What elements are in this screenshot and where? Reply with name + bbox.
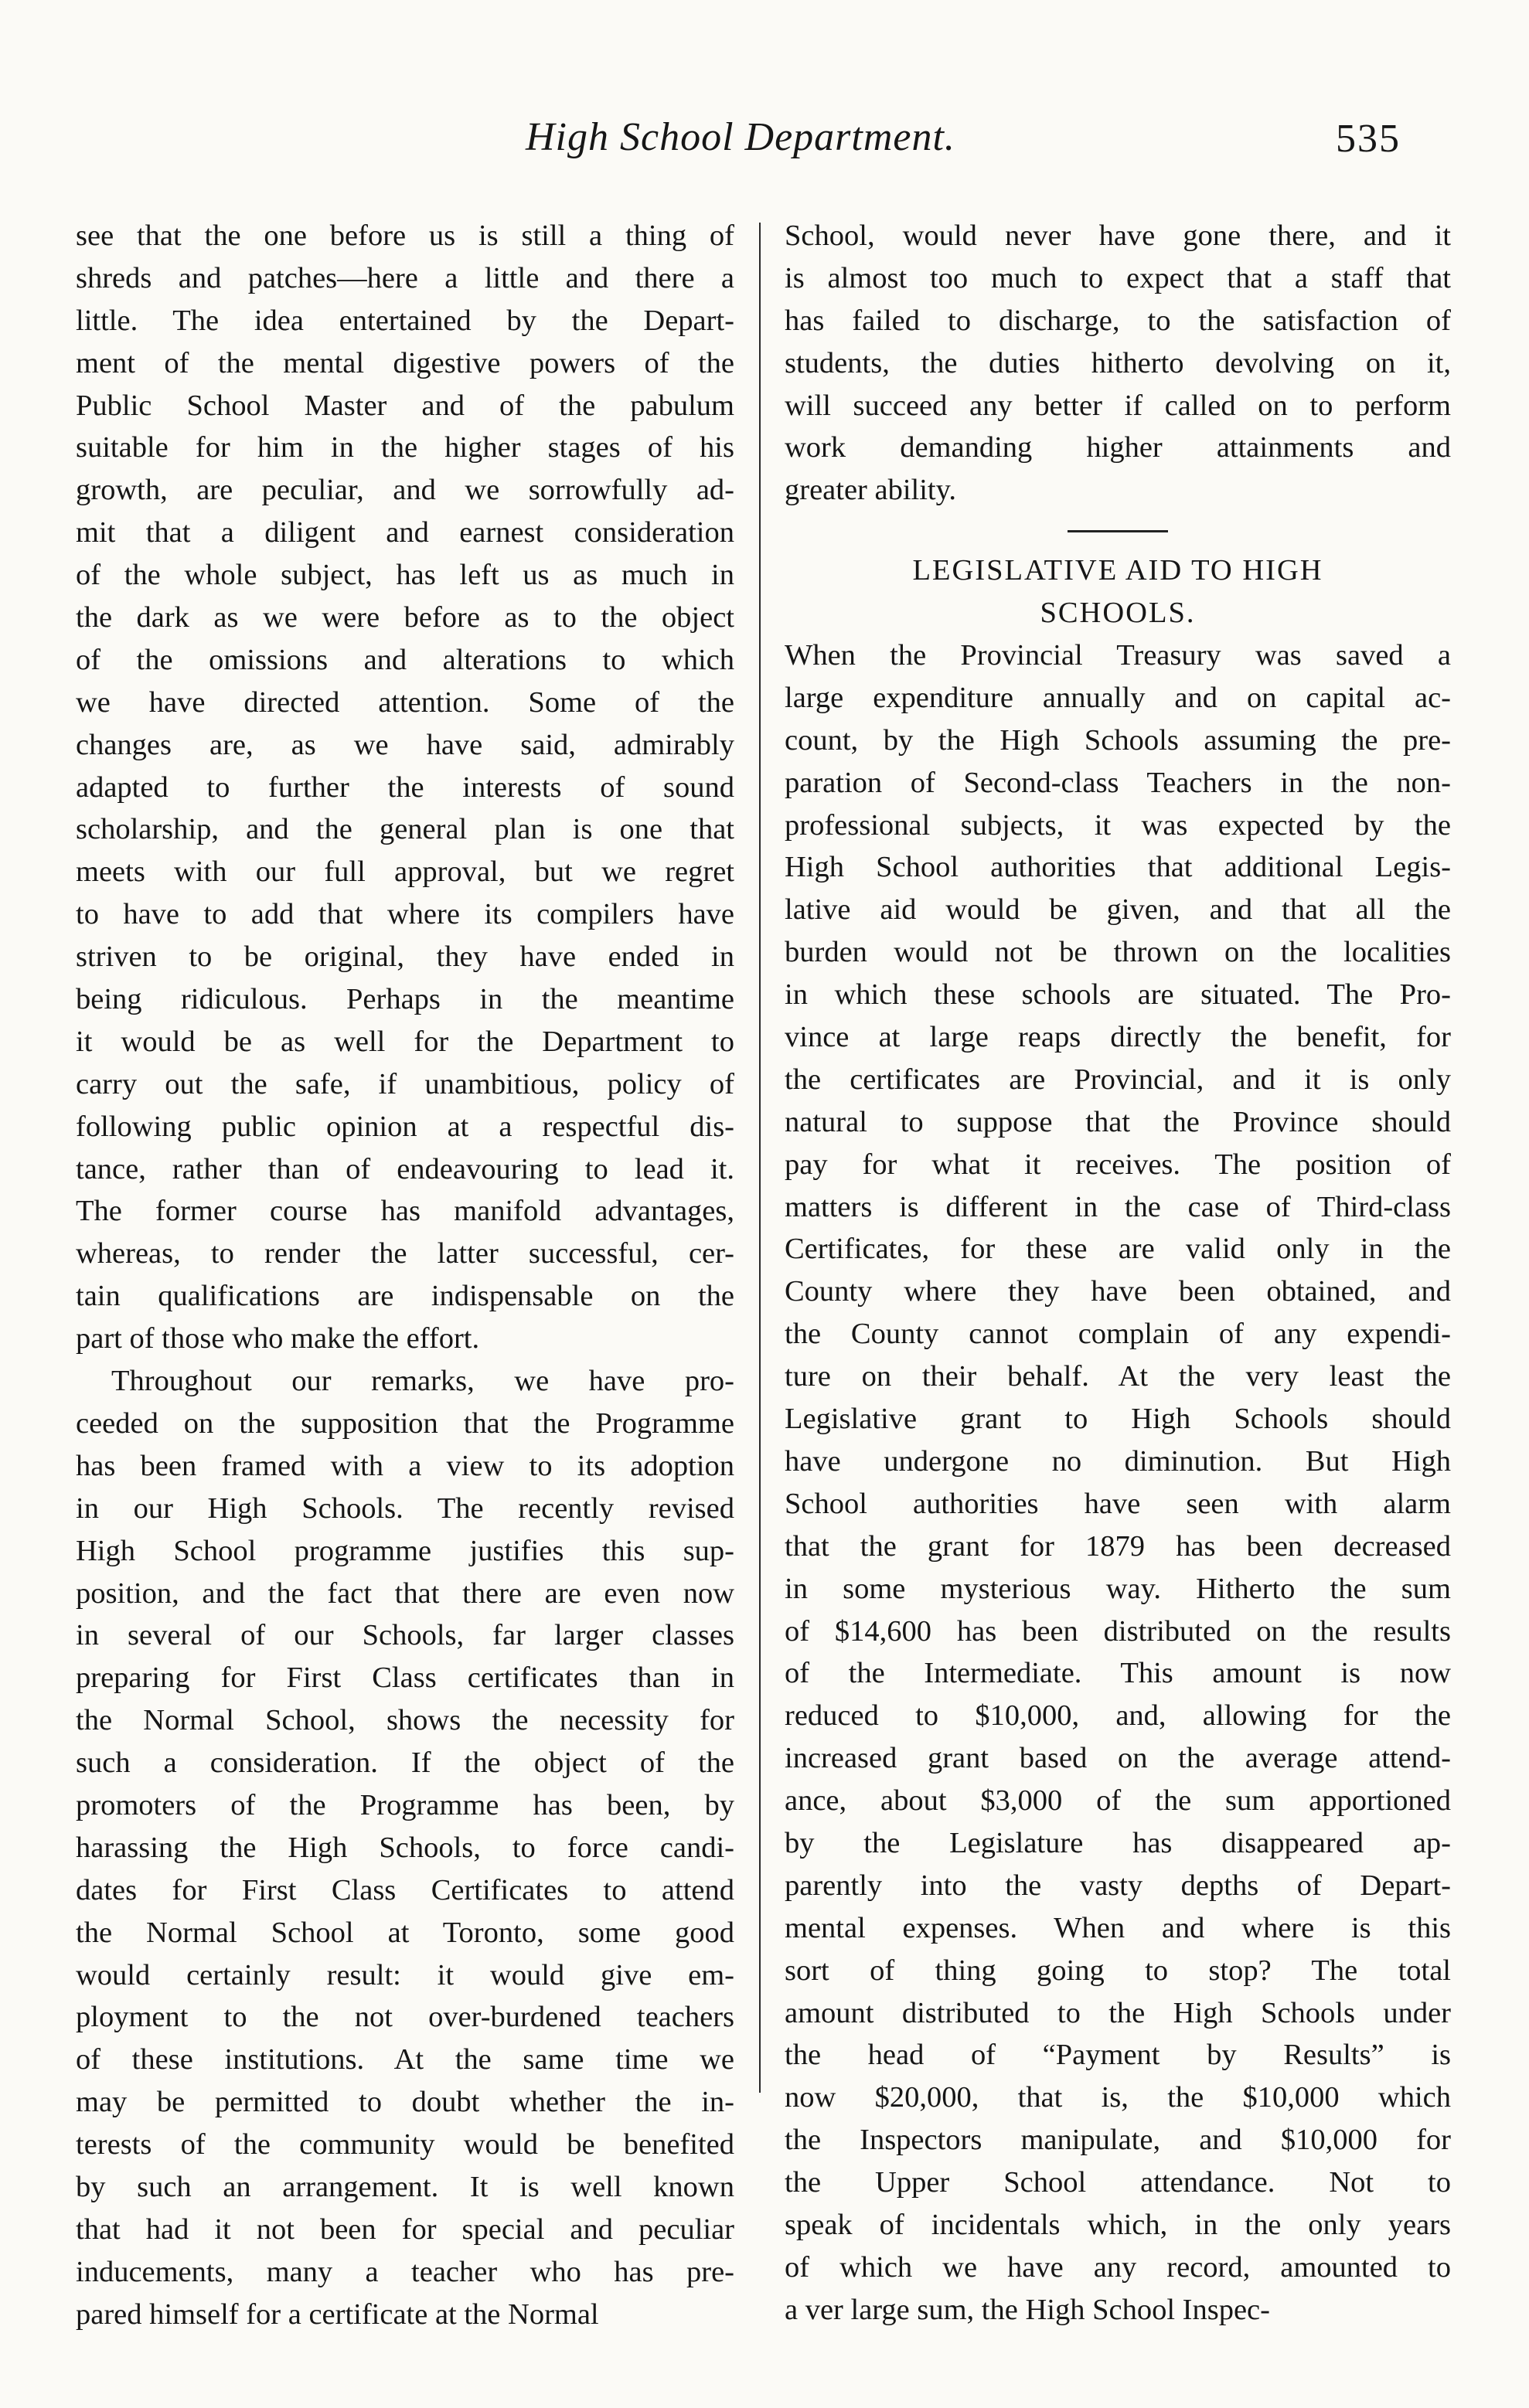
text-line: natural to suppose that the Province should	[785, 1105, 1451, 1138]
text-line: of which we have any record, amounted to	[785, 2250, 1451, 2284]
text-line: large expenditure annually and on capital ac-	[785, 681, 1451, 714]
text-line: preparing for First Class certificates than in	[76, 1661, 734, 1695]
text-line: vince at large reaps directly the benefit, for	[785, 1021, 1451, 1054]
section-heading	[785, 549, 1451, 634]
text-line: When the Provincial Treasury was saved a	[785, 639, 1451, 672]
text-line: tain qualifications are indispensable on the	[76, 1280, 734, 1313]
text-line: that the grant for 1879 has been decreased	[785, 1529, 1451, 1563]
text-line: School, would never have gone there, and it	[785, 219, 1451, 252]
section-paragraph	[785, 634, 1451, 2331]
text-line: of the omissions and alterations to which	[76, 643, 734, 676]
text-line: may be permitted to doubt whether the in-	[76, 2086, 734, 2119]
right-column	[785, 215, 1451, 2331]
text-line: Public School Master and of the pabulum	[76, 389, 734, 422]
text-line: the Inspectors manipulate, and $10,000 for	[785, 2124, 1451, 2157]
section-heading-line: SCHOOLS.	[1040, 597, 1196, 630]
text-line: ture on their behalf. At the very least the	[785, 1360, 1451, 1393]
text-line: whereas, to render the latter successful, cer-	[76, 1237, 734, 1270]
text-line: sort of thing going to stop? The total	[785, 1954, 1451, 1987]
left-column	[76, 215, 734, 2336]
text-line: terests of the community would be benefited	[76, 2128, 734, 2161]
text-line: dates for First Class Certificates to attend	[76, 1873, 734, 1906]
text-line: the Upper School attendance. Not to	[785, 2166, 1451, 2199]
text-line: meets with our full approval, but we regret	[76, 855, 734, 889]
text-line: we have directed attention. Some of the	[76, 685, 734, 719]
text-line: would certainly result: it would give em-	[76, 1958, 734, 1991]
text-line: increased grant based on the average attend-	[785, 1742, 1451, 1775]
text-line: greater ability.	[785, 474, 956, 507]
text-line: by the Legislature has disappeared ap-	[785, 1826, 1451, 1859]
text-line: ment of the mental digestive powers of the	[76, 346, 734, 379]
text-line: harassing the High Schools, to force candi-	[76, 1831, 734, 1864]
text-line: will succeed any better if called on to perform	[785, 389, 1451, 422]
text-line: professional subjects, it was expected by the	[785, 808, 1451, 842]
running-title: High School Department.	[526, 115, 955, 159]
text-line: adapted to further the interests of sound	[76, 770, 734, 804]
text-line: High School authorities that additional Legis-	[785, 851, 1451, 884]
text-line: burden would not be thrown on the localities	[785, 936, 1451, 969]
text-line: following public opinion at a respectful dis-	[76, 1110, 734, 1143]
text-line: to have to add that where its compilers have	[76, 898, 734, 931]
text-line: changes are, as we have said, admirably	[76, 728, 734, 761]
text-line: amount distributed to the High Schools under	[785, 1996, 1451, 2029]
text-line: speak of incidentals which, in the only years	[785, 2208, 1451, 2241]
text-line: growth, are peculiar, and we sorrowfully ad-	[76, 474, 734, 507]
text-line: being ridiculous. Perhaps in the meantime	[76, 983, 734, 1016]
text-line: mental expenses. When and where is this	[785, 1911, 1451, 1944]
section-divider	[1068, 530, 1168, 532]
text-line: the Normal School, shows the necessity for	[76, 1704, 734, 1737]
text-line: Certificates, for these are valid only in the	[785, 1233, 1451, 1266]
text-line: Legislative grant to High Schools should	[785, 1403, 1451, 1436]
text-line: the certificates are Provincial, and it is only	[785, 1063, 1451, 1096]
text-line: in our High Schools. The recently revised	[76, 1491, 734, 1525]
text-line: tance, rather than of endeavouring to lead it.	[76, 1152, 734, 1185]
text-line: of $14,600 has been distributed on the results	[785, 1614, 1451, 1648]
text-line: lative aid would be given, and that all the	[785, 893, 1451, 927]
text-line: that had it not been for special and peculiar	[76, 2212, 734, 2246]
text-line: mit that a diligent and earnest consideration	[76, 516, 734, 549]
text-line: of these institutions. At the same time we	[76, 2043, 734, 2076]
text-line: carry out the safe, if unambitious, policy of	[76, 1067, 734, 1100]
text-line: pay for what it receives. The position of	[785, 1148, 1451, 1181]
text-line: The former course has manifold advantages,	[76, 1195, 734, 1228]
column-divider	[759, 223, 761, 2093]
text-line: inducements, many a teacher who has pre-	[76, 2255, 734, 2288]
page-header	[0, 114, 1529, 176]
text-line: now $20,000, that is, the $10,000 which	[785, 2081, 1451, 2114]
text-line: Throughout our remarks, we have pro-	[111, 1365, 734, 1398]
text-line: ceeded on the supposition that the Programme	[76, 1406, 734, 1440]
text-line: a ver large sum, the High School Inspec-	[785, 2293, 1270, 2326]
text-line: the head of “Payment by Results” is	[785, 2039, 1451, 2072]
paragraph	[76, 215, 734, 1360]
text-line: paration of Second-class Teachers in the non-	[785, 766, 1451, 799]
text-line: School authorities have seen with alarm	[785, 1487, 1451, 1520]
text-line: in which these schools are situated. The Pro-	[785, 978, 1451, 1012]
text-line: work demanding higher attainments and	[785, 431, 1451, 464]
text-line: the dark as we were before as to the object	[76, 601, 734, 634]
page-number: 535	[1336, 117, 1401, 161]
text-line: County where they have been obtained, and	[785, 1275, 1451, 1308]
text-line: have undergone no diminution. But High	[785, 1444, 1451, 1478]
text-line: little. The idea entertained by the Depart-	[76, 304, 734, 337]
paragraph	[76, 1360, 734, 2335]
section-heading-line: LEGISLATIVE AID TO HIGH	[912, 554, 1323, 587]
text-line: such a consideration. If the object of the	[76, 1746, 734, 1780]
text-line: promoters of the Programme has been, by	[76, 1788, 734, 1821]
text-line: striven to be original, they have ended in	[76, 940, 734, 974]
text-line: is almost too much to expect that a staff that	[785, 261, 1451, 294]
text-line: position, and the fact that there are even now	[76, 1576, 734, 1610]
text-line: count, by the High Schools assuming the pre-	[785, 723, 1451, 757]
text-line: parently into the vasty depths of Depart-	[785, 1869, 1451, 1902]
text-line: ance, about $3,000 of the sum apportioned	[785, 1784, 1451, 1818]
text-line: the Normal School at Toronto, some good	[76, 1916, 734, 1949]
text-line: has failed to discharge, to the satisfaction of	[785, 304, 1451, 337]
text-line: matters is different in the case of Third-class	[785, 1190, 1451, 1223]
text-line: shreds and patches—here a little and there a	[76, 261, 734, 294]
text-line: in some mysterious way. Hitherto the sum	[785, 1572, 1451, 1605]
text-line: scholarship, and the general plan is one that	[76, 813, 734, 846]
text-line: part of those who make the effort.	[76, 1322, 480, 1355]
text-line: ployment to the not over-burdened teachers	[76, 2001, 734, 2034]
text-line: the County cannot complain of any expendi-	[785, 1318, 1451, 1351]
text-line: of the Intermediate. This amount is now	[785, 1657, 1451, 1690]
text-line: High School programme justifies this sup-	[76, 1534, 734, 1567]
continued-paragraph	[785, 215, 1451, 512]
text-line: see that the one before us is still a thing of	[76, 219, 734, 252]
text-line: by such an arrangement. It is well known	[76, 2170, 734, 2203]
text-line: of the whole subject, has left us as much in	[76, 559, 734, 592]
text-line: it would be as well for the Department to	[76, 1025, 734, 1058]
text-line: in several of our Schools, far larger classes	[76, 1619, 734, 1652]
text-line: suitable for him in the higher stages of his	[76, 431, 734, 464]
text-line: students, the duties hitherto devolving on it,	[785, 346, 1451, 379]
text-line: has been framed with a view to its adoption	[76, 1449, 734, 1482]
text-line: reduced to $10,000, and, allowing for the	[785, 1699, 1451, 1733]
text-line: pared himself for a certificate at the Normal	[76, 2297, 599, 2331]
